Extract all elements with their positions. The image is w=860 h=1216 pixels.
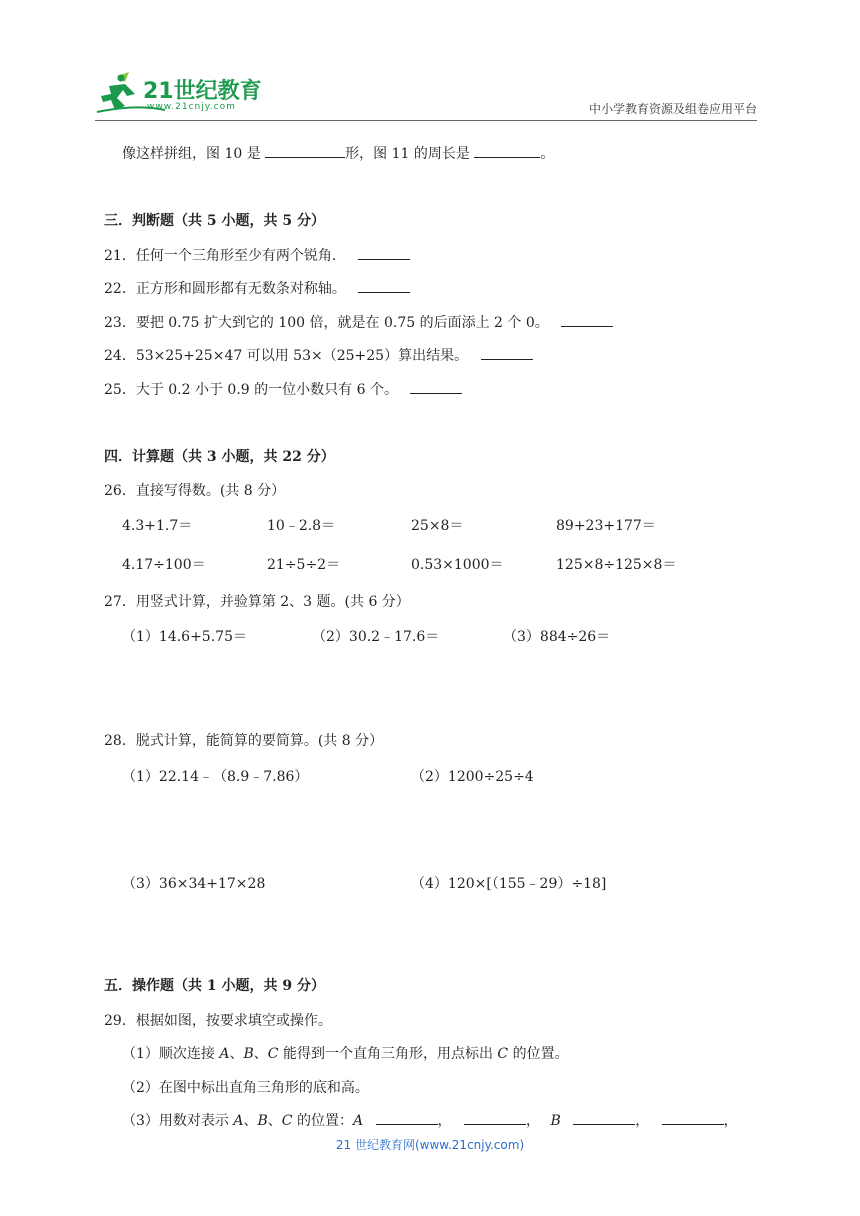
calc-item: 10﹣2.8＝	[267, 518, 336, 534]
question-text: 23．要把 0.75 扩大到它的 100 倍，就是在 0.75 的后面添上 2 个 0。	[104, 315, 549, 331]
question-text: 22．正方形和圆形都有无数条对称轴。	[104, 281, 346, 297]
point-label: B	[550, 1113, 561, 1129]
text: 能得到一个直角三角形，用点标出	[278, 1046, 498, 1062]
question-29-sub3	[122, 1110, 738, 1130]
answer-blank[interactable]	[265, 143, 345, 158]
question-text: 24．53×25+25×47 可以用 53×（25+25）算出结果。	[104, 348, 469, 364]
intro-text-b: 形，图 11 的周长是	[345, 146, 470, 162]
calc-item: （1）22.14﹣（8.9﹣7.86）	[122, 769, 309, 785]
text: 的位置：	[292, 1113, 353, 1129]
answer-blank[interactable]	[474, 143, 540, 158]
point-label: B	[243, 1046, 254, 1062]
logo	[95, 68, 265, 118]
question-22	[104, 278, 410, 298]
answer-blank[interactable]	[481, 345, 533, 360]
point-label: C	[281, 1113, 293, 1129]
footer[interactable]: 21 世纪教育网(www.21cnjy.com)	[335, 1138, 525, 1152]
calc-item: 0.53×1000＝	[411, 557, 504, 573]
answer-blank[interactable]	[410, 379, 462, 394]
calc-item: （1）14.6+5.75＝	[122, 629, 247, 645]
text: （3）用数对表示	[122, 1113, 234, 1129]
answer-blank[interactable]	[358, 245, 410, 260]
section-title: 五．操作题（共 1 小题，共 9 分）	[104, 978, 325, 994]
calc-item: 125×8÷125×8＝	[556, 557, 677, 573]
question-29-sub1	[122, 1043, 569, 1063]
text: 、	[243, 1113, 258, 1129]
calc-item: 89+23+177＝	[556, 518, 656, 534]
calc-item: 4.17÷100＝	[122, 557, 206, 573]
question-text: 25．大于 0.2 小于 0.9 的一位小数只有 6 个。	[104, 382, 398, 398]
logo-text: 21世纪教育	[143, 79, 262, 104]
text: ，	[635, 1113, 650, 1129]
text: 的位置。	[508, 1046, 569, 1062]
answer-blank[interactable]	[376, 1110, 438, 1125]
calc-item: 25×8＝	[411, 518, 464, 534]
answer-blank[interactable]	[464, 1110, 526, 1125]
question-29-sub2: （2）在图中标出直角三角形的底和高。	[122, 1080, 369, 1096]
text: 、	[267, 1113, 282, 1129]
point-label: A	[233, 1113, 244, 1129]
text: ，	[723, 1113, 738, 1129]
section-title: 三．判断题（共 5 小题，共 5 分）	[104, 213, 325, 229]
question-24	[104, 345, 533, 365]
calc-item: （3）36×34+17×28	[122, 876, 266, 892]
text: 、	[253, 1046, 268, 1062]
text: ，	[525, 1113, 540, 1129]
question-21	[104, 245, 410, 265]
question-26: 26．直接写得数。(共 8 分）	[104, 483, 286, 499]
header-divider	[95, 120, 757, 121]
text: ，	[437, 1113, 452, 1129]
calc-item: 4.3+1.7＝	[122, 518, 193, 534]
question-23	[104, 312, 613, 332]
point-label: C	[267, 1046, 279, 1062]
logo-url: www.21cnjy.com	[147, 102, 236, 112]
calc-item: （3）884÷26＝	[503, 629, 611, 645]
answer-blank[interactable]	[573, 1110, 635, 1125]
point-label: C	[497, 1046, 509, 1062]
calc-item: 21÷5÷2＝	[267, 557, 341, 573]
platform-name: 中小学教育资源及组卷应用平台	[588, 102, 757, 116]
text: （1）顺次连接	[122, 1046, 220, 1062]
intro-text-c: 。	[540, 146, 555, 162]
answer-blank[interactable]	[561, 312, 613, 327]
intro-line	[122, 143, 554, 163]
question-27: 27．用竖式计算，并验算第 2、3 题。(共 6 分）	[104, 594, 410, 610]
calc-item: （2）30.2﹣17.6＝	[312, 629, 440, 645]
point-label: B	[257, 1113, 268, 1129]
calc-item: （2）1200÷25÷4	[411, 769, 534, 785]
answer-blank[interactable]	[662, 1110, 724, 1125]
calc-item: （4）120×[（155﹣29）÷18]	[411, 876, 607, 892]
text: 、	[229, 1046, 244, 1062]
section-title: 四．计算题（共 3 小题，共 22 分）	[104, 449, 335, 465]
question-29: 29．根据如图，按要求填空或操作。	[104, 1013, 332, 1029]
answer-blank[interactable]	[358, 278, 410, 293]
point-label: A	[219, 1046, 230, 1062]
question-28: 28．脱式计算，能简算的要简算。(共 8 分）	[104, 733, 384, 749]
question-text: 21．任何一个三角形至少有两个锐角．	[104, 248, 346, 264]
point-label: A	[352, 1113, 364, 1129]
intro-text-a: 像这样拼组，图 10 是	[122, 146, 261, 162]
question-25	[104, 379, 462, 399]
